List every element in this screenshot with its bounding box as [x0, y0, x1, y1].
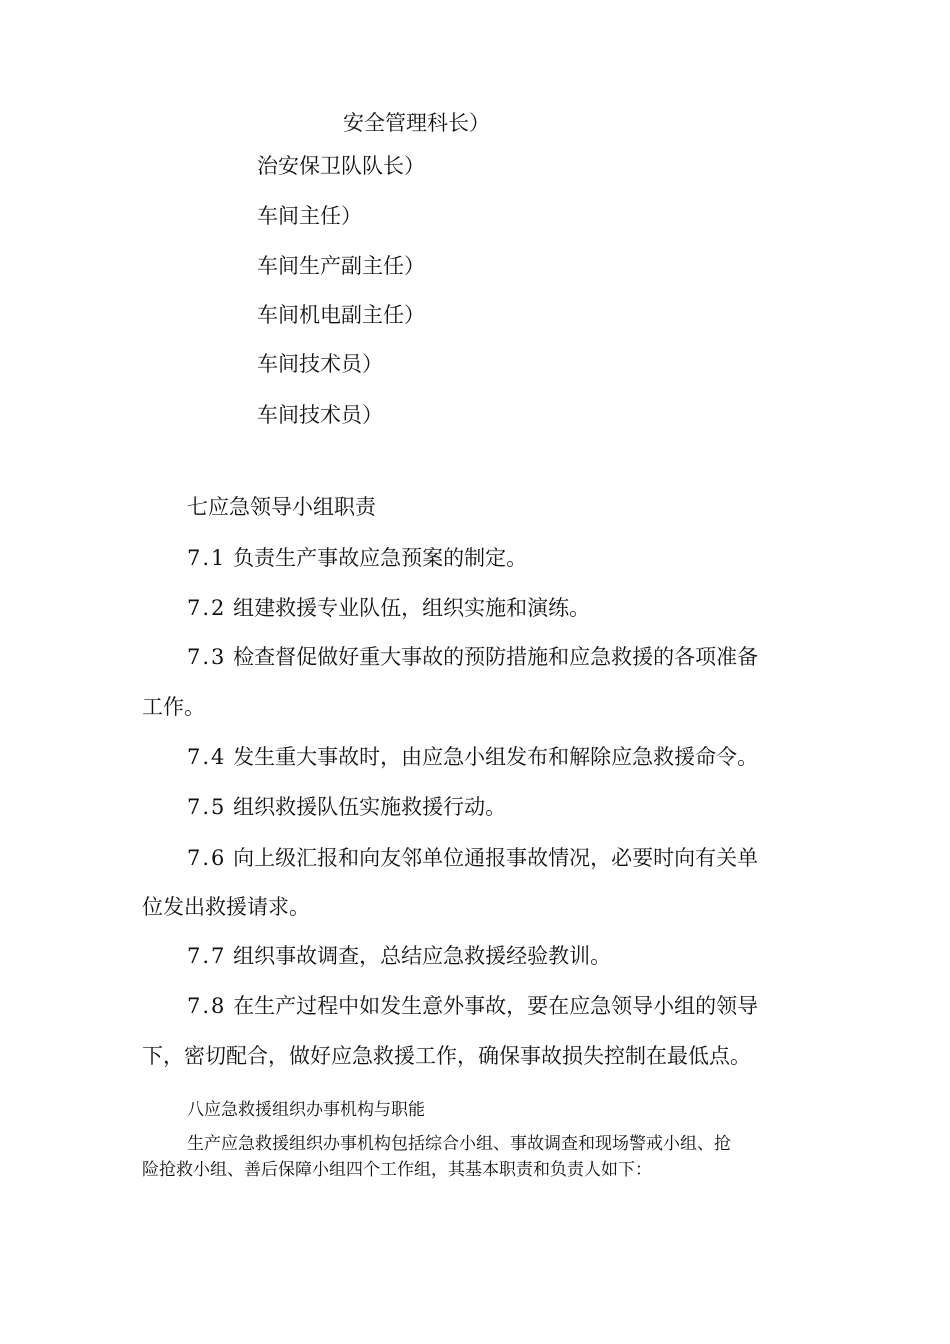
item-text: 在生产过程中如发生意外事故，要在应急领导小组的领导 [233, 994, 759, 1018]
section7-item [187, 545, 527, 571]
item-text: 负责生产事故应急预案的制定。 [233, 546, 528, 570]
section8-heading: 八应急救援组织办事机构与职能 [187, 1100, 425, 1120]
item-text: 检查督促做好重大事故的预防措施和应急救援的各项准备 [233, 645, 759, 669]
roster-line: 车间技术员） [257, 403, 383, 427]
roster-line: 车间机电副主任） [257, 303, 425, 327]
roster-line: 治安保卫队队长） [257, 154, 425, 178]
item-continuation: 工作。 [142, 695, 205, 719]
section7-item [187, 644, 758, 670]
item-text: 组织事故调查，总结应急救援经验教训。 [233, 944, 612, 968]
item-continuation: 位发出救援请求。 [142, 895, 310, 919]
item-number: 7.7 [187, 944, 227, 968]
section7-item [187, 744, 758, 770]
item-text: 向上级汇报和向友邻单位通报事故情况，必要时向有关单 [233, 846, 759, 870]
item-number: 7.5 [187, 795, 227, 819]
roster-line: 车间主任） [257, 204, 362, 228]
section7-item [187, 845, 758, 871]
item-text: 组织救援队伍实施救援行动。 [233, 795, 507, 819]
section7-heading: 七应急领导小组职责 [187, 495, 376, 519]
roster-line: 车间生产副主任） [257, 254, 425, 278]
item-continuation: 下，密切配合，做好应急救援工作，确保事故损失控制在最低点。 [142, 1044, 751, 1068]
section7-item [187, 943, 611, 969]
item-number: 7.2 [187, 596, 227, 620]
section7-item [187, 595, 590, 621]
item-text: 发生重大事故时，由应急小组发布和解除应急救援命令。 [233, 745, 759, 769]
item-number: 7.1 [187, 546, 227, 570]
item-number: 7.8 [187, 994, 227, 1018]
item-number: 7.3 [187, 645, 227, 669]
item-number: 7.4 [187, 745, 227, 769]
roster-line: 车间技术员） [257, 352, 383, 376]
section7-item [187, 794, 506, 820]
section7-item [187, 993, 758, 1019]
roster-line: 安全管理科长） [343, 111, 490, 135]
section8-paragraph-line: 险抢救小组、善后保障小组四个工作组，其基本职责和负责人如下： [142, 1160, 652, 1180]
item-number: 7.6 [187, 846, 227, 870]
section8-paragraph-line: 生产应急救援组织办事机构包括综合小组、事故调查和现场警戒小组、抢 [187, 1134, 731, 1154]
item-text: 组建救援专业队伍，组织实施和演练。 [233, 596, 591, 620]
